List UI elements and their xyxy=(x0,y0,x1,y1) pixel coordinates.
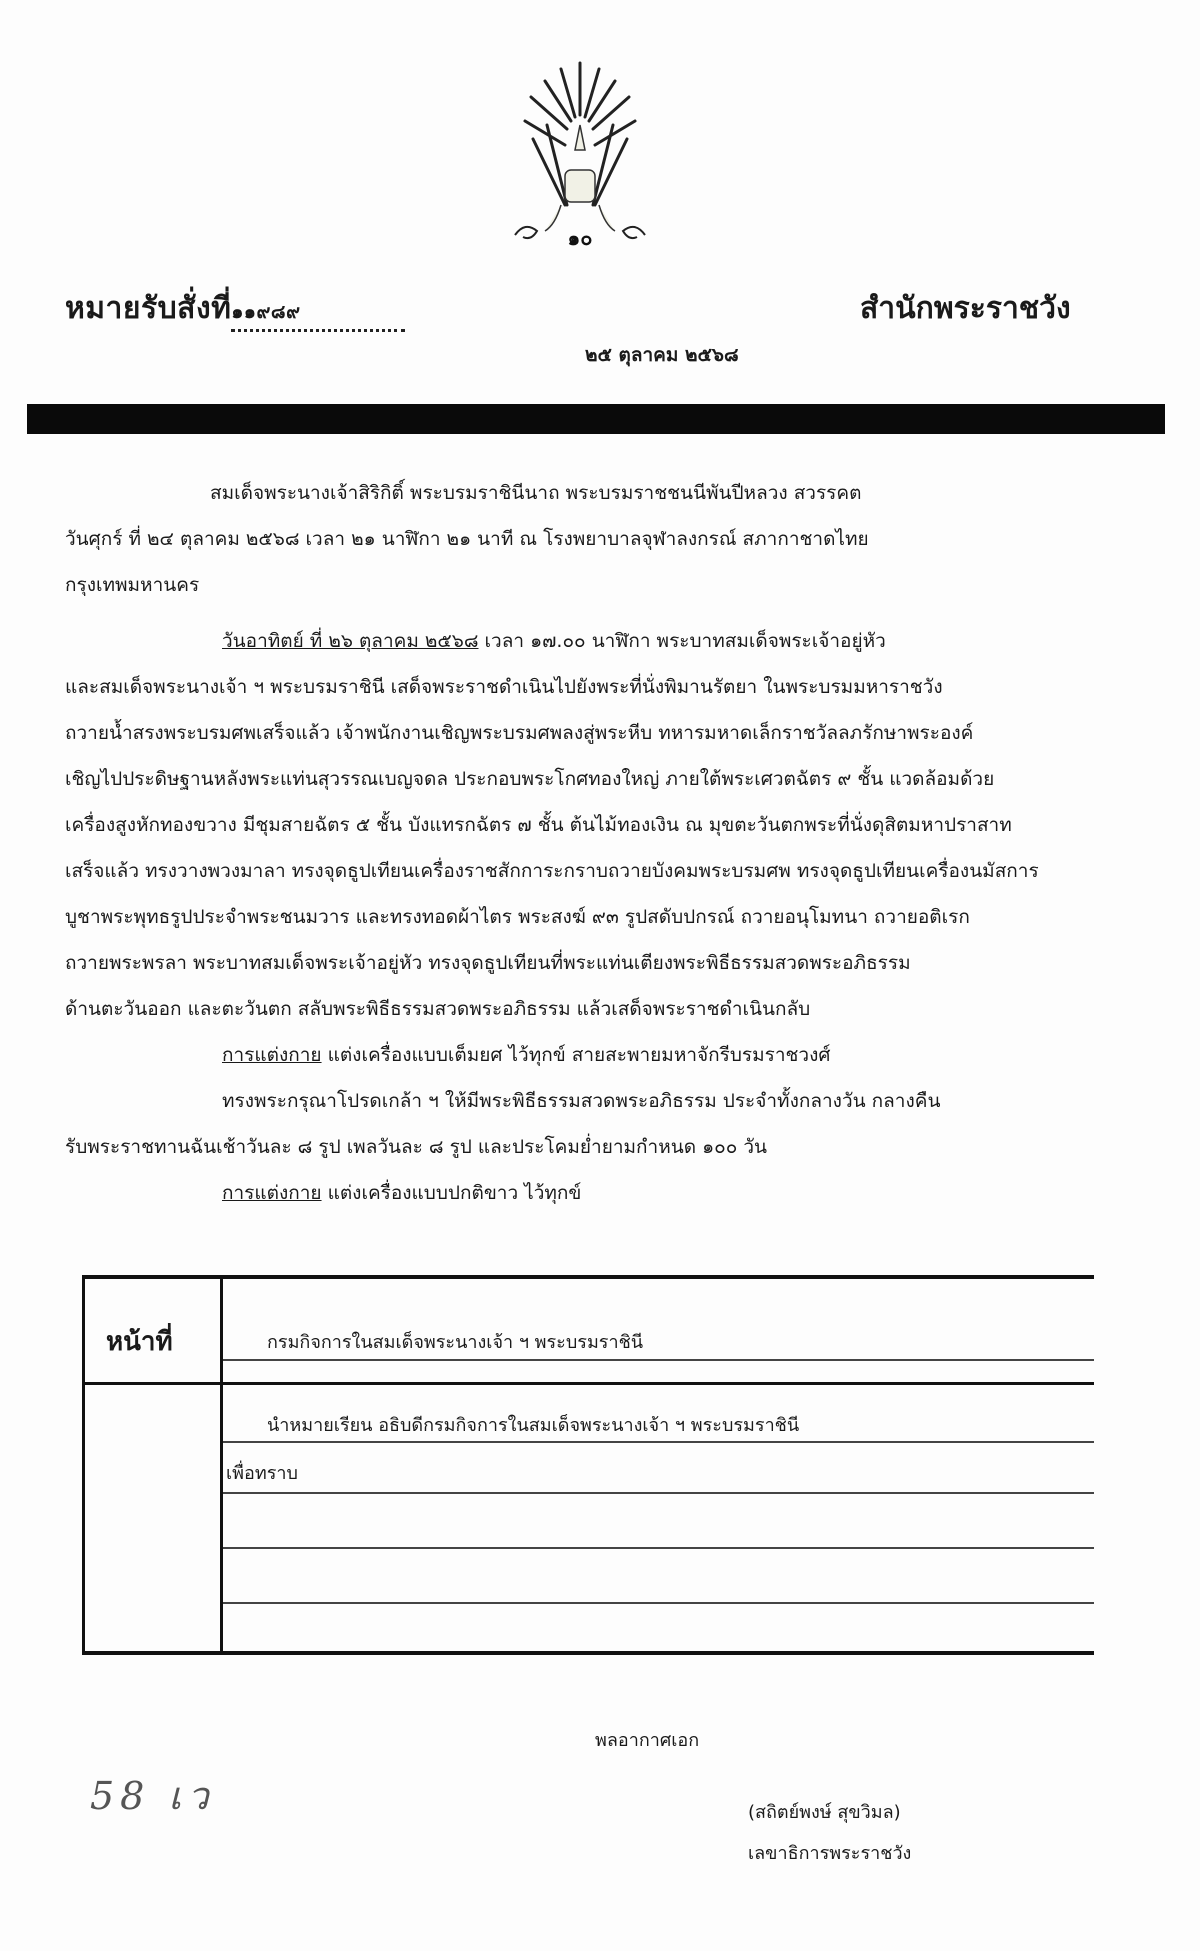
dress-code-text: แต่งเครื่องแบบเต็มยศ ไว้ทุกข์ สายสะพายมหาจักรีบรมราชวงศ์ xyxy=(321,1044,831,1066)
table-border xyxy=(82,1382,1094,1385)
order-number: ๑๑๙๘๙ xyxy=(231,297,405,332)
duty-recipient: กรมกิจการในสมเด็จพระนางเจ้า ฯ พระบรมราชินี xyxy=(267,1332,644,1353)
text-line: สมเด็จพระนางเจ้าสิริกิติ์ พระบรมราชินีนาถ พระบรมราชชนนีพันปีหลวง สวรรคต xyxy=(210,482,862,504)
text-line: รับพระราชทานฉันเช้าวันละ ๘ รูป เพลวันละ ๘ รูป และประโคมย่ำยามกำหนด ๑๐๐ วัน xyxy=(65,1136,768,1158)
duty-instruction: นำหมายเรียน อธิบดีกรมกิจการในสมเด็จพระนางเจ้า ฯ พระบรมราชินี xyxy=(267,1415,800,1436)
dress-code-text: แต่งเครื่องแบบปกติขาว ไว้ทุกข์ xyxy=(321,1182,582,1204)
royal-emblem-icon xyxy=(505,55,655,250)
dress-code-line xyxy=(65,1170,1165,1216)
mourning-bar xyxy=(27,404,1165,434)
office-name: สำนักพระราชวัง xyxy=(860,291,1071,326)
announcement-paragraph xyxy=(65,470,1165,608)
text-line: บูชาพระพุทธรูปประจำพระชนมวาร และทรงทอดผ้าไตร พระสงฆ์ ๙๓ รูปสดับปกรณ์ ถวายอนุโมทนา ถวายอติเรก xyxy=(65,906,970,928)
duty-label: หน้าที่ xyxy=(106,1327,173,1357)
handwritten-note: 58 เว xyxy=(90,1774,215,1818)
signatory-name: (สถิตย์พงษ์ สุขวิมล) xyxy=(748,1802,901,1823)
document-date: ๒๕ ตุลาคม ๒๕๖๘ xyxy=(585,344,739,366)
table-rule xyxy=(223,1359,1094,1361)
dress-code-label: การแต่งกาย xyxy=(222,1182,322,1204)
text-line: ถวายพระพรลา พระบาทสมเด็จพระเจ้าอยู่หัว ทรงจุดธูปเทียนที่พระแท่นเตียงพระพิธีธรรมสวดพระอภิธรรม xyxy=(65,952,911,974)
duty-table xyxy=(82,1275,1094,1655)
text-line: ถวายน้ำสรงพระบรมศพเสร็จแล้ว เจ้าพนักงานเชิญพระบรมศพลงสู่พระหีบ ทหารมหาดเล็กราชวัลลภรักษาพระองค์ xyxy=(65,722,974,744)
table-rule xyxy=(223,1602,1094,1604)
duty-purpose: เพื่อทราบ xyxy=(226,1463,298,1484)
text-line: เสร็จแล้ว ทรงวางพวงมาลา ทรงจุดธูปเทียนเครื่องราชสักการะกราบถวายบังคมพระบรมศพ ทรงจุดธูปเทียนเครื่องนมัสการ xyxy=(65,860,1039,882)
signatory-title: เลขาธิการพระราชวัง xyxy=(748,1843,912,1864)
text-line: เชิญไปประดิษฐานหลังพระแท่นสุวรรณเบญจดล ประกอบพระโกศทองใหญ่ ภายใต้พระเศวตฉัตร ๙ ชั้น แวดล้อมด้วย xyxy=(65,768,995,790)
text-line: และสมเด็จพระนางเจ้า ฯ พระบรมราชินี เสด็จพระราชดำเนินไปยังพระที่นั่งพิมานรัตยา ในพระบรมมหาราชวัง xyxy=(65,676,943,698)
table-border xyxy=(82,1275,1094,1279)
table-rule xyxy=(223,1441,1094,1443)
svg-text:๑๐: ๑๐ xyxy=(567,226,593,250)
ceremony-paragraph xyxy=(65,618,1165,1216)
table-border xyxy=(82,1275,85,1655)
text-line xyxy=(65,618,1165,664)
table-rule xyxy=(223,1547,1094,1549)
table-border xyxy=(220,1275,223,1655)
table-border xyxy=(82,1651,1094,1655)
text-line: ด้านตะวันออก และตะวันตก สลับพระพิธีธรรมสวดพระอภิธรรม แล้วเสด็จพระราชดำเนินกลับ xyxy=(65,998,811,1020)
text-line: เครื่องสูงหักทองขวาง มีชุมสายฉัตร ๕ ชั้น บังแทรกฉัตร ๗ ชั้น ต้นไม้ทองเงิน ณ มุขตะวันตกพระที่นั่งดุสิตมหาปราสาท xyxy=(65,814,1012,836)
text-line: วันศุกร์ ที่ ๒๔ ตุลาคม ๒๕๖๘ เวลา ๒๑ นาฬิกา ๒๑ นาที ณ โรงพยาบาลจุฬาลงกรณ์ สภากาชาดไทย xyxy=(65,528,869,550)
table-rule xyxy=(223,1492,1094,1494)
text-line: กรุงเทพมหานคร xyxy=(65,574,200,596)
text-span: เวลา ๑๗.๐๐ นาฬิกา พระบาทสมเด็จพระเจ้าอยู่หัว xyxy=(478,630,886,652)
dress-code-label: การแต่งกาย xyxy=(222,1044,322,1066)
order-label: หมายรับสั่งที่ xyxy=(65,291,232,326)
order-number-heading xyxy=(65,285,405,332)
signatory-rank: พลอากาศเอก xyxy=(595,1730,700,1751)
ceremony-date: วันอาทิตย์ ที่ ๒๖ ตุลาคม ๒๕๖๘ xyxy=(222,630,479,652)
text-line: ทรงพระกรุณาโปรดเกล้า ฯ ให้มีพระพิธีธรรมสวดพระอภิธรรม ประจำทั้งกลางวัน กลางคืน xyxy=(222,1090,941,1112)
dress-code-line xyxy=(65,1032,1165,1078)
